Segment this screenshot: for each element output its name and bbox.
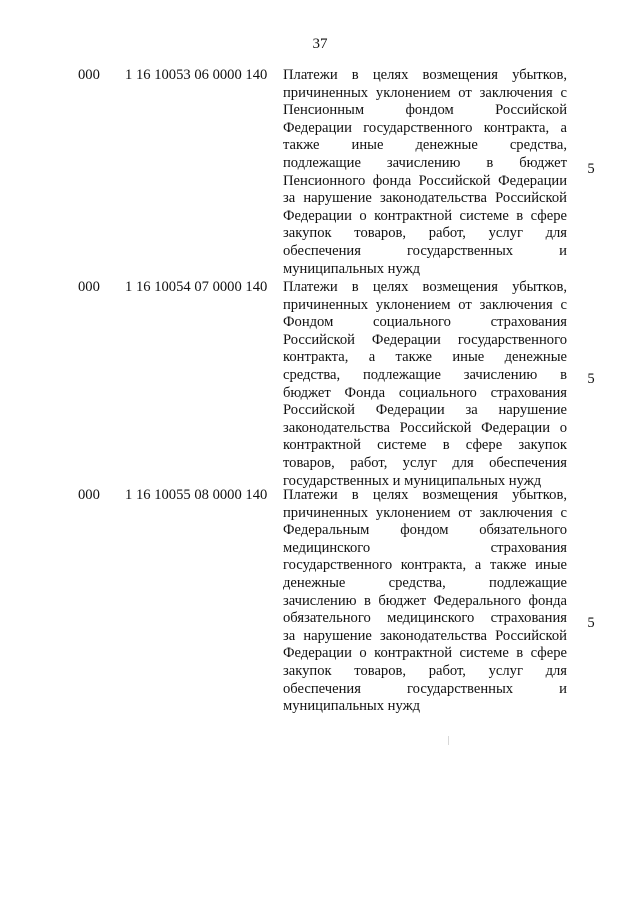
description-line: также иные денежные средства,: [283, 137, 567, 154]
description-line: причиненных уклонением от заключения с: [283, 84, 567, 101]
description-line: за нарушение законодательства Российской: [283, 190, 567, 207]
admin-code: 000: [78, 279, 100, 295]
description-line: зачислению в бюджет Федерального фонда: [283, 592, 567, 609]
description-line: обеспечения государственных и: [283, 680, 567, 697]
description-line: обеспечения государственных и: [283, 242, 567, 259]
description-line: денежные средства, подлежащие: [283, 574, 567, 591]
description-line: законодательства Российской Федерации о: [283, 419, 567, 436]
income-code: 1 16 10055 08 0000 140: [125, 487, 268, 503]
description-line: Платежи в целях возмещения убытков,: [283, 279, 567, 295]
description-line: подлежащие зачислению в бюджет: [283, 154, 567, 171]
description-line: государственных и муниципальных нужд: [283, 472, 542, 489]
description-line: Российской Федерации за нарушение: [283, 402, 567, 419]
description-line: средства, подлежащие зачислению в: [283, 366, 567, 383]
share-percent: 5: [587, 371, 595, 387]
income-description: [283, 279, 567, 490]
admin-code: 000: [78, 67, 100, 83]
description-line: бюджет Фонда социального страхования: [283, 384, 567, 401]
description-line: причиненных уклонением от заключения с: [283, 504, 567, 521]
description-line: Пенсионного фонда Российской Федерации: [283, 172, 567, 189]
description-line: товаров, работ, услуг для обеспечения: [283, 454, 567, 471]
description-line: за нарушение законодательства Российской: [283, 627, 567, 644]
share-percent: 5: [587, 161, 595, 177]
income-description: [283, 67, 567, 278]
scan-artifact: [448, 736, 449, 745]
income-code: 1 16 10053 06 0000 140: [125, 67, 268, 83]
description-line: Федерации о контрактной системе в сфере: [283, 207, 567, 224]
description-line: Российской Федерации государственного: [283, 331, 567, 348]
description-line: Федерации государственного контракта, а: [283, 119, 567, 136]
description-line: Фондом социального страхования: [283, 314, 567, 331]
description-line: контракта, а также иные денежные: [283, 349, 567, 366]
description-line: причиненных уклонением от заключения с: [283, 296, 567, 313]
description-line: Платежи в целях возмещения убытков,: [283, 487, 567, 503]
income-description: [283, 487, 567, 716]
description-line: обязательного медицинского страхования: [283, 610, 567, 627]
description-line: муниципальных нужд: [283, 260, 421, 277]
description-line: закупок товаров, работ, услуг для: [283, 225, 567, 242]
income-code: 1 16 10054 07 0000 140: [125, 279, 268, 295]
description-line: муниципальных нужд: [283, 698, 421, 715]
description-line: контрактной системе в сфере закупок: [283, 437, 567, 454]
description-line: закупок товаров, работ, услуг для: [283, 662, 567, 679]
description-line: Федерации о контрактной системе в сфере: [283, 645, 567, 662]
description-line: Федеральным фондом обязательного: [283, 522, 567, 539]
admin-code: 000: [78, 487, 100, 503]
share-percent: 5: [587, 615, 595, 631]
description-line: государственного контракта, а также иные: [283, 557, 567, 574]
description-line: Платежи в целях возмещения убытков,: [283, 67, 567, 83]
page-number: 37: [312, 36, 328, 52]
description-line: медицинского страхования: [283, 539, 567, 556]
description-line: Пенсионным фондом Российской: [283, 102, 567, 119]
